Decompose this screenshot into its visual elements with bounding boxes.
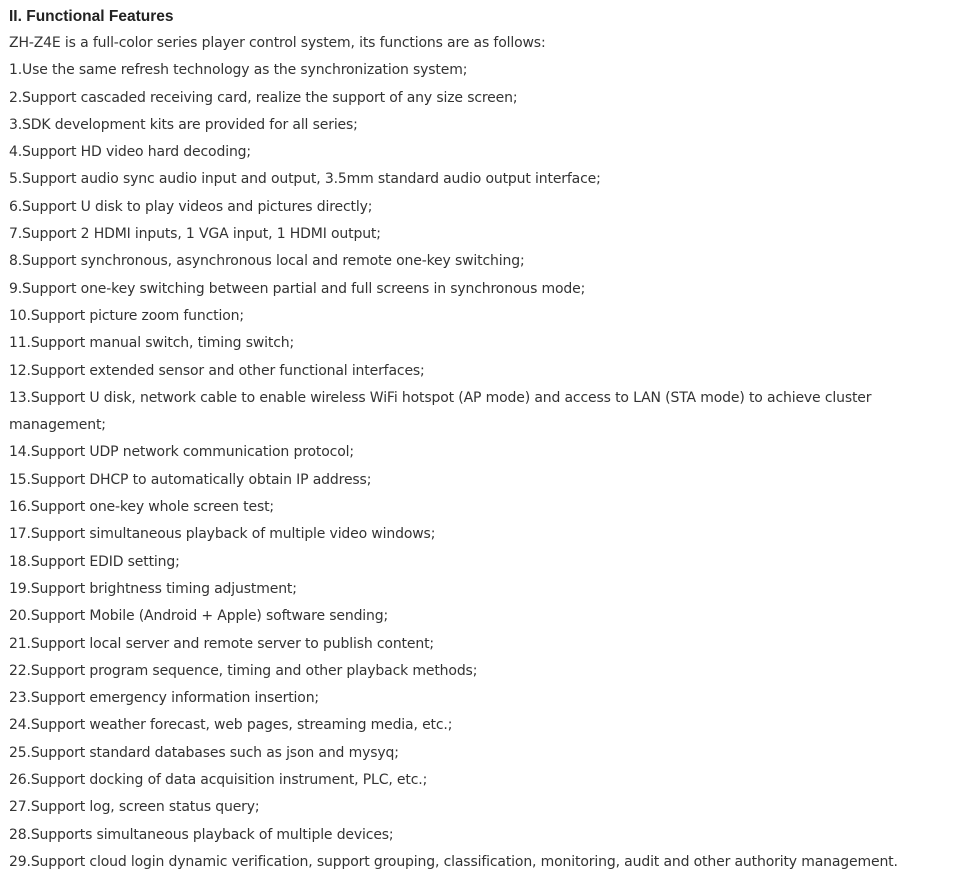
- feature-item-15: 15.Support DHCP to automatically obtain IP address;: [9, 471, 372, 488]
- feature-item-13-continued: management;: [9, 417, 106, 434]
- feature-item-2: 2.Support cascaded receiving card, realize the support of any size screen;: [9, 89, 518, 106]
- feature-item-20: 20.Support Mobile (Android + Apple) software sending;: [9, 608, 389, 625]
- feature-item-5: 5.Support audio sync audio input and output, 3.5mm standard audio output interface;: [9, 171, 601, 188]
- feature-item-17: 17.Support simultaneous playback of multiple video windows;: [9, 526, 436, 543]
- feature-item-1: 1.Use the same refresh technology as the synchronization system;: [9, 62, 468, 79]
- feature-item-13: 13.Support U disk, network cable to enable wireless WiFi hotspot (AP mode) and access to LAN (STA mode) to achieve cluster: [9, 389, 872, 406]
- feature-item-10: 10.Support picture zoom function;: [9, 307, 244, 324]
- feature-item-3: 3.SDK development kits are provided for all series;: [9, 116, 358, 133]
- feature-item-7: 7.Support 2 HDMI inputs, 1 VGA input, 1 HDMI output;: [9, 226, 381, 243]
- feature-item-11: 11.Support manual switch, timing switch;: [9, 335, 295, 352]
- feature-item-14: 14.Support UDP network communication protocol;: [9, 444, 354, 461]
- feature-item-24: 24.Support weather forecast, web pages, streaming media, etc.;: [9, 717, 453, 734]
- feature-item-22: 22.Support program sequence, timing and other playback methods;: [9, 662, 478, 679]
- intro-text: ZH-Z4E is a full-color series player control system, its functions are as follows:: [9, 35, 546, 51]
- feature-item-19: 19.Support brightness timing adjustment;: [9, 580, 297, 597]
- section-heading: II. Functional Features: [9, 8, 174, 25]
- feature-item-4: 4.Support HD video hard decoding;: [9, 144, 251, 161]
- feature-item-28: 28.Supports simultaneous playback of multiple devices;: [9, 826, 394, 843]
- feature-item-16: 16.Support one-key whole screen test;: [9, 499, 275, 516]
- feature-item-21: 21.Support local server and remote server to publish content;: [9, 635, 434, 652]
- feature-item-27: 27.Support log, screen status query;: [9, 799, 260, 816]
- feature-item-29: 29.Support cloud login dynamic verification, support grouping, classification, monitoring, audit and other authority management.: [9, 853, 898, 870]
- feature-item-26: 26.Support docking of data acquisition instrument, PLC, etc.;: [9, 772, 428, 789]
- feature-item-9: 9.Support one-key switching between partial and full screens in synchronous mode;: [9, 280, 586, 297]
- feature-item-12: 12.Support extended sensor and other functional interfaces;: [9, 362, 425, 379]
- feature-item-23: 23.Support emergency information insertion;: [9, 690, 319, 707]
- feature-item-6: 6.Support U disk to play videos and pictures directly;: [9, 198, 373, 215]
- feature-list: [9, 57, 960, 876]
- feature-item-18: 18.Support EDID setting;: [9, 553, 180, 570]
- feature-item-8: 8.Support synchronous, asynchronous local and remote one-key switching;: [9, 253, 525, 270]
- feature-item-25: 25.Support standard databases such as json and mysyq;: [9, 744, 399, 761]
